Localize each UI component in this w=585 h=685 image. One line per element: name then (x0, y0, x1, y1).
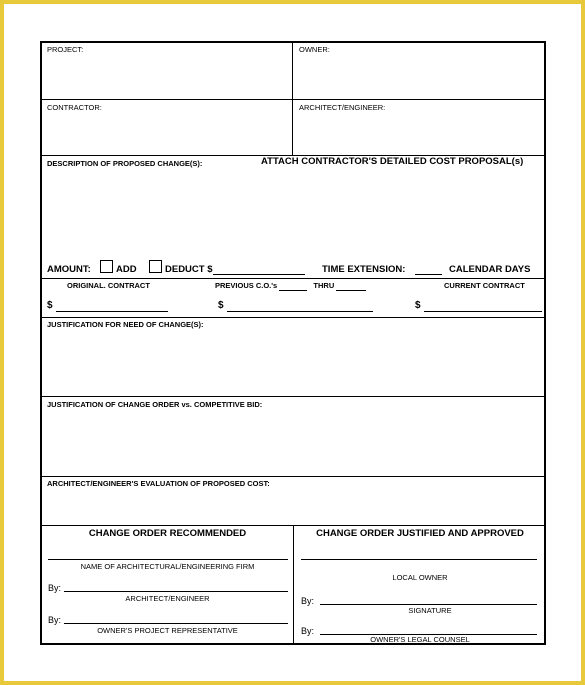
previous-contract-line[interactable] (227, 311, 373, 312)
thru-line[interactable] (336, 281, 366, 291)
architect-label: ARCHITECT/ENGINEER: (299, 103, 386, 112)
architect-engineer-label: ARCHITECT/ENGINEER (125, 594, 210, 603)
calendar-days-label: CALENDAR DAYS (449, 264, 531, 275)
signature-line[interactable] (320, 604, 537, 605)
owner-field[interactable] (293, 43, 546, 99)
architect-signature-line[interactable] (64, 591, 288, 592)
thru-label: THRU (313, 281, 335, 290)
current-dollar-sign: $ (415, 300, 421, 311)
approved-by1-label: By: (301, 596, 315, 606)
recommended-title: CHANGE ORDER RECOMMENDED (88, 528, 247, 539)
project-field[interactable] (42, 43, 292, 99)
divider-vertical-bottom (293, 525, 294, 645)
legal-counsel-label: OWNER'S LEGAL COUNSEL (370, 635, 470, 644)
firm-name-label: NAME OF ARCHITECTURAL/ENGINEERING FIRM (80, 562, 255, 571)
description-label: DESCRIPTION OF PROPOSED CHANGE(S): (47, 159, 203, 168)
contractor-field[interactable] (42, 100, 292, 155)
deduct-label: DEDUCT $ (165, 264, 213, 275)
deduct-checkbox[interactable] (149, 260, 162, 273)
justification-bid-field[interactable] (42, 411, 546, 475)
justification-need-field[interactable] (42, 331, 546, 396)
owner-label: OWNER: (299, 45, 330, 54)
previous-co-line[interactable] (279, 281, 307, 291)
current-contract-label: CURRENT CONTRACT (444, 281, 525, 290)
divider-justification-bid (42, 476, 546, 477)
approved-by2-label: By: (301, 626, 315, 636)
time-extension-line[interactable] (415, 274, 442, 275)
approved-title: CHANGE ORDER JUSTIFIED AND APPROVED (316, 528, 524, 539)
recommended-by1-label: By: (48, 583, 62, 593)
time-extension-label: TIME EXTENSION: (322, 264, 406, 275)
change-order-form (40, 41, 546, 645)
current-contract-line[interactable] (424, 311, 542, 312)
rep-signature-line[interactable] (64, 623, 288, 624)
add-label: ADD (116, 264, 137, 275)
contractor-label: CONTRACTOR: (47, 103, 102, 112)
justification-bid-label: JUSTIFICATION OF CHANGE ORDER vs. COMPETITIVE BID: (47, 400, 263, 409)
firm-name-line[interactable] (48, 559, 288, 560)
signature-label: SIGNATURE (408, 606, 452, 615)
divider-contract (42, 317, 546, 318)
amount-label: AMOUNT: (47, 264, 91, 275)
divider-amount (42, 278, 546, 279)
divider-evaluation (42, 525, 546, 526)
add-checkbox[interactable] (100, 260, 113, 273)
deduct-amount-line[interactable] (213, 274, 305, 275)
attach-note: ATTACH CONTRACTOR'S DETAILED COST PROPOSAL(s) (261, 156, 524, 167)
local-owner-line[interactable] (301, 559, 537, 560)
project-label: PROJECT: (47, 45, 84, 54)
original-contract-line[interactable] (56, 311, 168, 312)
description-field[interactable] (42, 171, 546, 259)
original-contract-label: ORIGINAL. CONTRACT (67, 281, 150, 290)
previous-co-text: PREVIOUS C.O.'s (215, 281, 278, 290)
evaluation-field[interactable] (42, 490, 546, 525)
owner-rep-label: OWNER'S PROJECT REPRESENTATIVE (97, 626, 238, 635)
justification-need-label: JUSTIFICATION FOR NEED OF CHANGE(S): (47, 320, 204, 329)
local-owner-label: LOCAL OWNER (392, 573, 448, 582)
evaluation-label: ARCHITECT/ENGINEER'S EVALUATION OF PROPOSED COST: (47, 479, 270, 488)
previous-co-label (215, 281, 366, 291)
architect-field[interactable] (293, 100, 546, 155)
previous-dollar-sign: $ (218, 300, 224, 311)
recommended-by2-label: By: (48, 615, 62, 625)
divider-justification-need (42, 396, 546, 397)
original-dollar-sign: $ (47, 300, 53, 311)
